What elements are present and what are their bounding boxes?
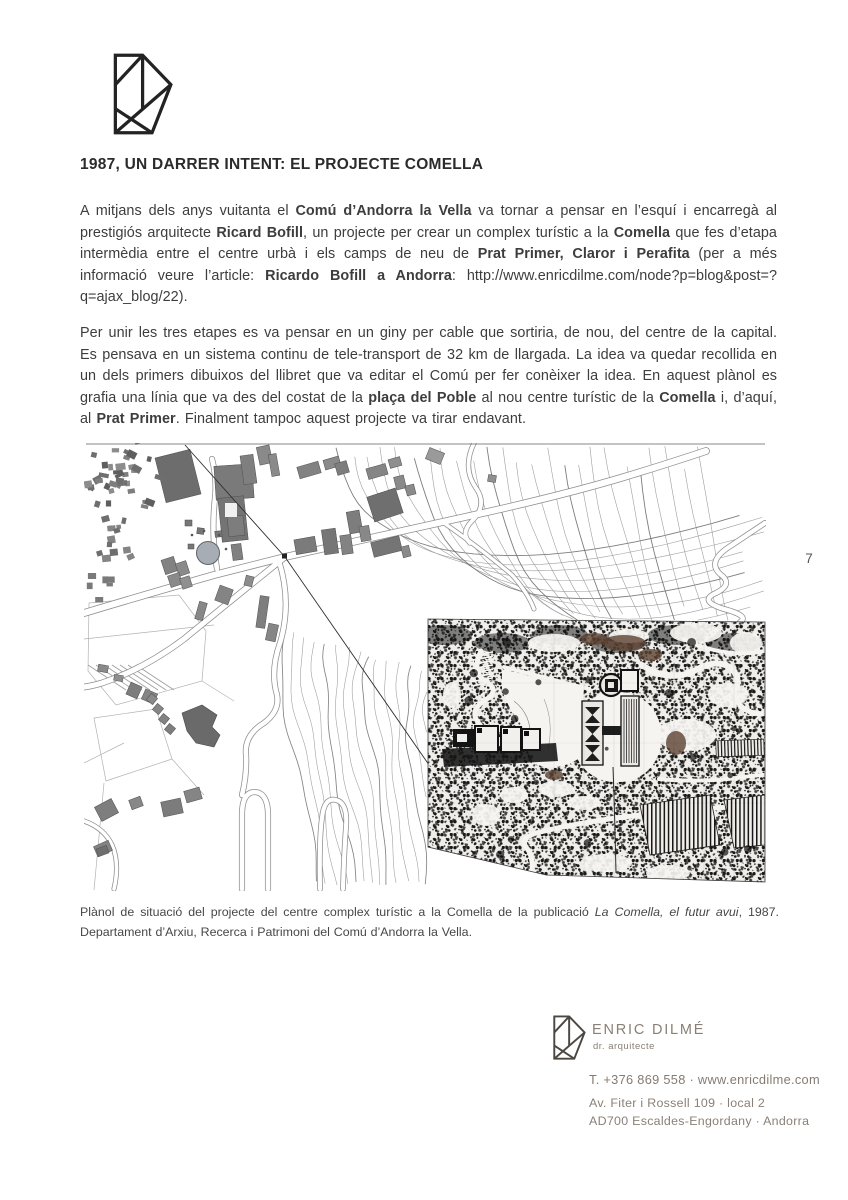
paragraph-2: Per unir les tres etapes es va pensar en un giny per cable que sortiria, de nou, del centre de la capital. Es pensava en un sistema continu de tele-transport de 32 km de llargada. La idea va quedar recollida en un dels primers dibuixos del llibret que va editar el Comú per fer conèixer la idea. En aquest plànol es grafia una línia que va des del costat de la plaça del Poble al nou centre turístic de la Comella i, d’aquí, al Prat Primer. Finalment tampoc aquest projecte va tirar endavant.	[80, 325, 778, 428]
site-plan-drawing	[84, 443, 766, 891]
studio-logo-icon	[92, 49, 189, 137]
paragraph-1: A mitjans dels anys vuitanta el Comú d’Andorra la Vella va tornar a pensar en l’esquí i encarregà al prestigiós arquitecte Ricard Bofill, un projecte per crear un complex turístic a la Comella que fes d’etapa intermèdia entre el centre urbà i els camps de neu de Prat Primer, Claror i Perafita (per a més informació veure l’article: Ricardo Bofill a Andorra: http://www.enricdilme.com/node?p=blog&post=?q=ajax_blog/22).	[80, 203, 778, 306]
footer-studio-name: ENRIC DILMÉ	[592, 1022, 706, 1038]
page-title: 1987, UN DARRER INTENT: EL PROJECTE COMELLA	[80, 156, 484, 173]
footer-studio-role: dr. arquitecte	[593, 1041, 655, 1052]
site-plan-map	[84, 443, 766, 891]
page-number: 7	[805, 551, 813, 566]
footer-phone-web: T. +376 869 558 · www.enricdilme.com	[589, 1072, 820, 1087]
figure-caption: Plànol de situació del projecte del centre complex turístic a la Comella de la publicació La Comella, el futur avui, 1987. Departament d’Arxiu, Recerca i Patrimoni del Comú d’Andorra la Vella.	[80, 905, 779, 939]
footer-address-line2: AD700 Escaldes-Engordany · Andorra	[589, 1114, 810, 1128]
footer-address-line1: Av. Fiter i Rossell 109 · local 2	[589, 1096, 766, 1110]
footer-logo-icon	[549, 1013, 587, 1061]
